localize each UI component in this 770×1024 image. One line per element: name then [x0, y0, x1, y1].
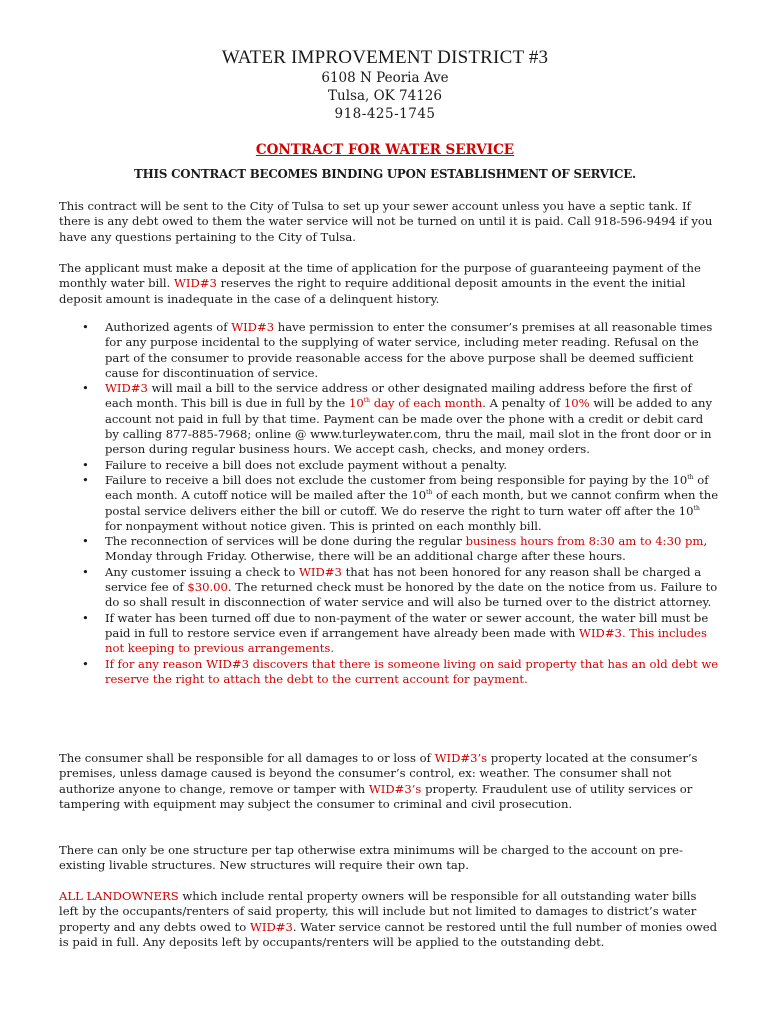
wid-reference: WID#3	[174, 276, 217, 291]
bullet-icon: •	[82, 534, 89, 549]
list-item: • If for any reason WID#3 discovers that there is someone living on said property that has an old debt we reserve the right to attach the debt to the current account for payment.	[82, 656, 719, 686]
list-item: • Failure to receive a bill does not exclude payment without a penalty.	[82, 457, 507, 472]
bullet-icon: •	[82, 564, 89, 579]
district-title: WATER IMPROVEMENT DISTRICT #3	[221, 47, 549, 68]
bullet-icon: •	[82, 656, 89, 671]
contract-title: CONTRACT FOR WATER SERVICE	[255, 142, 515, 158]
bullet-icon: •	[82, 457, 89, 472]
returned-check-fee: $30.00	[187, 580, 228, 595]
bullet-icon: •	[82, 472, 89, 487]
landowners-paragraph: ALL LANDOWNERS which include rental property owners will be responsible for all outstanding water bills left by the occupants/renters of said property, this will include but not limited to damages to district’s water property and any debts owed to WID#3. Water service cannot be restored until the full number of monies owed is paid in full. Any deposits left by occupants/renters will be applied to the outstanding debt.	[59, 889, 718, 950]
list-item: • Authorized agents of WID#3 have permission to enter the consumer’s premises at all reasonable times for any purpose incidental to the supplying of water service, including meter reading. Refusal on the part of the consumer to provide reasonable access for the above purpose shall be deemed sufficient cause for discontinuation of service.	[82, 320, 713, 380]
address-street: 6108 N Peoria Ave	[321, 70, 449, 86]
list-item: • If water has been turned off due to non-payment of the water or sewer account, the water bill must be paid in full to restore service even if arrangement have already been made with WID#3. This includes not keeping to previous arrangements.	[82, 610, 709, 656]
district-phone: 918-425-1745	[334, 106, 436, 122]
deposit-paragraph: The applicant must make a deposit at the time of application for the purpose of guaranteeing payment of the monthly water bill. WID#3 reserves the right to require additional deposit amounts in the event the initial deposit amount is inadequate in the case of a delinquent history.	[59, 261, 701, 306]
list-item: • Failure to receive a bill does not exclude the customer from being responsible for paying by the 10th of each month. A cutoff notice will be mailed after the 10th of each month, but we cannot confirm when the postal service delivers either the bill or cutoff. We do reserve the right to turn water off after the 10th for nonpayment without notice given. This is printed on each monthly bill.	[82, 472, 719, 533]
penalty-rate: 10%	[563, 396, 590, 411]
list-item: • WID#3 will mail a bill to the service address or other designated mailing address before the first of each month. This bill is due in full by the 10th day of each month. A penalty of 10% will be added to any account not paid in full by that time. Payment can be made over the phone with a credit or debit card by calling 877-885-7968; online @ www.turleywater.com, thru the mail, mail slot in the front door or in person during regular business hours. We accept cash, checks, and money orders.	[82, 381, 713, 457]
due-date: 10th day of each month	[348, 396, 483, 411]
bullet-icon: •	[82, 381, 89, 396]
terms-list	[59, 320, 719, 687]
address-city: Tulsa, OK 74126	[328, 88, 442, 104]
structure-tap-paragraph: There can only be one structure per tap otherwise extra minimums will be charged to the account on pre- existing livable structures. New structures will require their own tap.	[59, 843, 683, 873]
list-item: • Any customer issuing a check to WID#3 that has not been honored for any reason shall be charged a service fee of $30.00. The returned check must be honored by the date on the notice from us. Failure to do so shall result in disconnection of water service and will also be turned over to the district attorney.	[82, 564, 718, 610]
list-item: • The reconnection of services will be done during the regular business hours from 8:30 am to 4:30 pm, Monday through Friday. Otherwise, there will be an additional charge after these hours.	[82, 534, 708, 564]
bullet-icon: •	[82, 320, 89, 334]
sewer-account-paragraph: This contract will be sent to the City of Tulsa to set up your sewer account unless you have a septic tank. If there is any debt owed to them the water service will not be turned on until it is paid. Call 918-596-9494 if you have any questions pertaining to the City of Tulsa.	[59, 199, 713, 244]
bullet-icon: •	[82, 610, 89, 625]
damages-paragraph: The consumer shall be responsible for all damages to or loss of WID#3’s property located at the consumer’s premises, unless damage caused is beyond the consumer’s control, ex: weather. The consumer shall not authorize anyone to change, remove or tamper with WID#3’s property. Fraudulent use of utility services or tampering with equipment may subject the consumer to criminal and civil prosecution.	[59, 751, 698, 812]
binding-notice: THIS CONTRACT BECOMES BINDING UPON ESTABLISHMENT OF SERVICE.	[134, 167, 636, 181]
business-hours: business hours from 8:30 am to 4:30 pm	[465, 534, 704, 549]
landowners-label: ALL LANDOWNERS	[59, 889, 179, 903]
